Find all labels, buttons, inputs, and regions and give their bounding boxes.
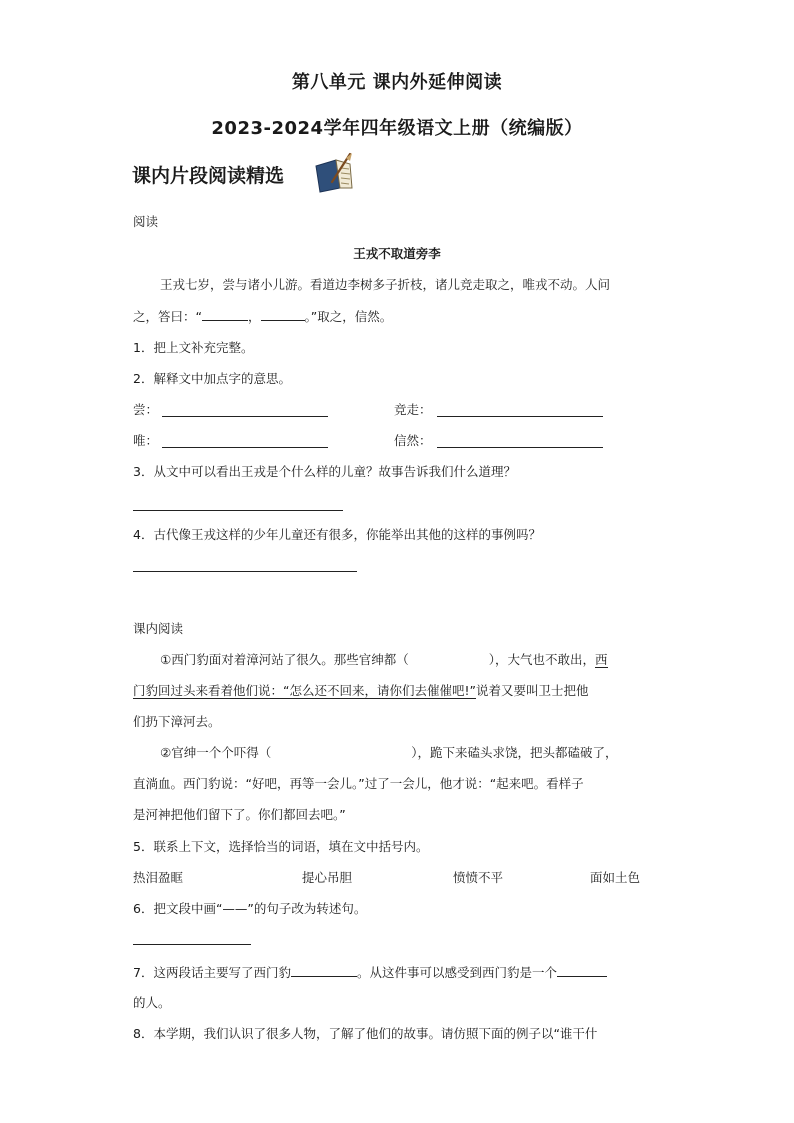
- question-4: 4．古代像王戎这样的少年儿童还有很多，你能举出其他的这样的事例吗？: [133, 527, 541, 542]
- term-label: 信然：: [394, 433, 432, 448]
- question-2: 2．解释文中加点字的意思。: [133, 371, 291, 386]
- answer-line[interactable]: [133, 571, 357, 572]
- question-7-cont: 的人。: [133, 995, 171, 1010]
- answer-blank[interactable]: [557, 964, 607, 977]
- passage-line: 直淌血。西门豹说：“好吧，再等一会儿。”过了一会儿，他才说：“起来吧。看样子: [133, 776, 584, 791]
- word-option: 面如土色: [590, 870, 641, 885]
- passage-line: 是河神把他们留下了。你们都回去吧。”: [133, 807, 346, 822]
- reading-label: 阅读: [133, 214, 159, 229]
- answer-line[interactable]: [162, 416, 328, 417]
- question-5: 5．联系上下文，选择恰当的词语，填在文中括号内。: [133, 839, 429, 854]
- passage-line: 们扔下漳河去。: [133, 714, 221, 729]
- question-3: 3．从文中可以看出王戎是个什么样的儿童？故事告诉我们什么道理？: [133, 464, 516, 479]
- question-8: 8．本学期，我们认识了很多人物，了解了他们的故事。请仿照下面的例子以“谁干什: [133, 1026, 598, 1041]
- term-label: 竞走：: [394, 402, 432, 417]
- question-1: 1．把上文补充完整。: [133, 340, 254, 355]
- answer-line[interactable]: [437, 416, 603, 417]
- book-quill-icon: [310, 152, 358, 194]
- passage-line: ①西门豹面对着漳河站了很久。那些官绅都（ ），大气也不敢出，西: [160, 652, 608, 667]
- underlined-sentence: 门豹回过头来看着他们说：“怎么还不回来，请你们去催催吧!”: [133, 683, 476, 698]
- question-7: 7．这两段话主要写了西门豹 。从这件事可以感受到西门豹是一个: [133, 964, 607, 981]
- section-heading: 课内片段阅读精选: [132, 165, 285, 187]
- reading-label: 课内阅读: [133, 621, 184, 636]
- answer-line[interactable]: [162, 447, 328, 448]
- answer-line[interactable]: [133, 944, 251, 945]
- passage-line: 之，答曰：“ ， 。”取之，信然。: [133, 309, 393, 324]
- passage-line: 门豹回过头来看着他们说：“怎么还不回来，请你们去催催吧!”说着又要叫卫士把他: [133, 683, 589, 698]
- word-option: 愤愤不平: [453, 870, 504, 885]
- term-label: 唯：: [133, 433, 159, 448]
- passage-title: 王戎不取道旁李: [353, 246, 441, 261]
- answer-blank[interactable]: [291, 964, 357, 977]
- answer-line[interactable]: [133, 510, 343, 511]
- answer-line[interactable]: [437, 447, 603, 448]
- answer-blank[interactable]: [202, 308, 248, 321]
- word-option: 热泪盈眶: [133, 870, 184, 885]
- passage-line: ②官绅一个个吓得（ ），跪下来磕头求饶，把头都磕破了，: [160, 745, 618, 760]
- page-subtitle: 2023-2024学年四年级语文上册（统编版）: [211, 118, 583, 139]
- passage-line: 王戎七岁，尝与诸小儿游。看道边李树多子折枝，诸儿竞走取之，唯戎不动。人问: [160, 277, 611, 292]
- answer-blank[interactable]: [261, 308, 305, 321]
- question-6: 6．把文段中画“——”的句子改为转述句。: [133, 901, 367, 916]
- word-option: 提心吊胆: [302, 870, 353, 885]
- page-title: 第八单元 课内外延伸阅读: [291, 72, 503, 93]
- term-label: 尝：: [133, 402, 159, 417]
